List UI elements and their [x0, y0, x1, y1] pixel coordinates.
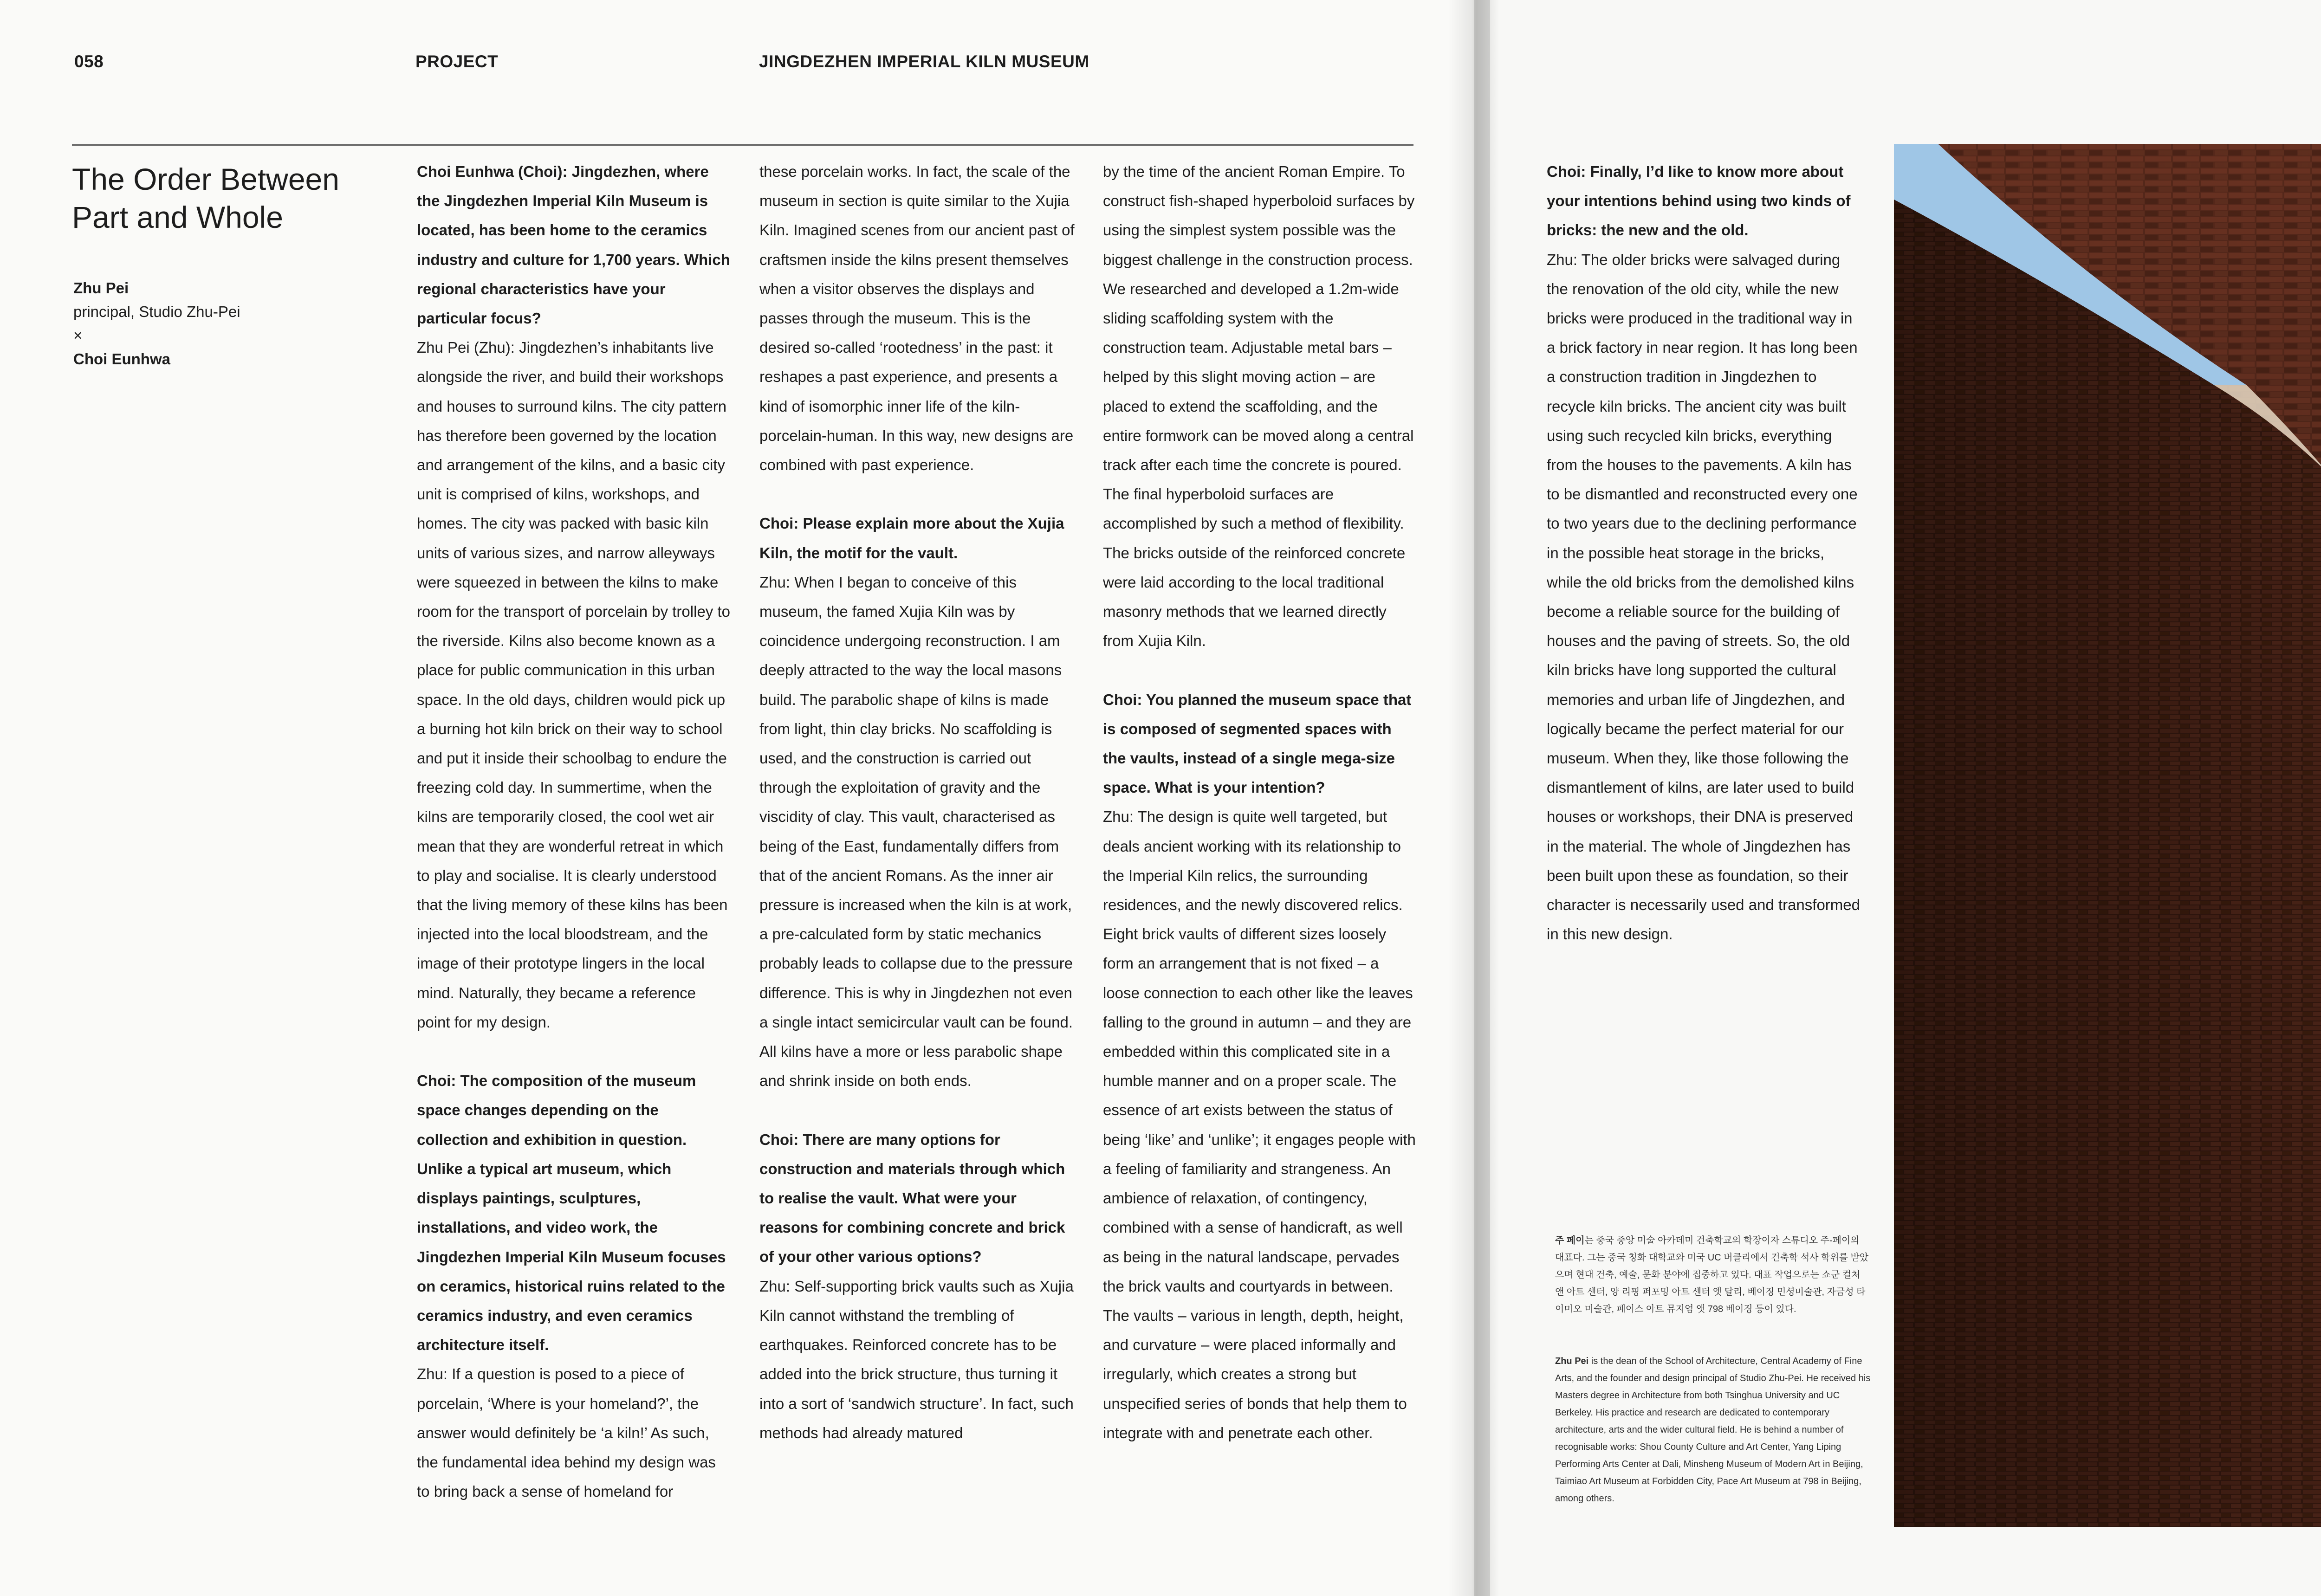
- answer-paragraph: Zhu: The design is quite well targeted, but deals ancient working with its relationship to the Imperial Kiln relics, the surrounding residences, and the newly discovered relics. Eight brick vaults of different sizes loosely form an arrangement that is not fixed – a loose connection to each other like the leaves falling to the ground in autumn – and they are embedded within this complicated site in a humble manner and on a proper scale. The essence of art exists between the status of being ‘like’ and ‘unlike’; it engages people with a feeling of familiarity and strangeness. An ambience of relaxation, of contingency, combined with a sense of handicraft, as well as being in the natural landscape, pervades the brick vaults and courtyards in between. The vaults – various in length, depth, height, and curvature – were placed informally and irregularly, which creates a strong but unspecified series of bonds that help them to integrate with and penetrate each other.: [1103, 808, 1416, 1441]
- question-paragraph: Choi Eunhwa (Choi): Jingdezhen, where the Jingdezhen Imperial Kiln Museum is located, has been home to the ceramics industry and culture for 1,700 years. Which regional characteristics have your particular focus?: [417, 163, 730, 327]
- question-paragraph: Choi: There are many options for construction and materials through which to realise the vault. What were your reasons for combining concrete and brick of your other various options?: [759, 1131, 1065, 1266]
- bio-korean: [1555, 1232, 1871, 1318]
- text-column-4: [1547, 157, 1862, 949]
- bio-english-name: Zhu Pei: [1555, 1356, 1589, 1366]
- section-label: PROJECT: [415, 52, 499, 71]
- author-role: principal, Studio Zhu-Pei: [73, 303, 240, 320]
- page-number-left: 058: [74, 52, 104, 71]
- question-paragraph: Choi: Finally, I’d like to know more about your intentions behind using two kinds of bricks: the new and the old.: [1547, 163, 1851, 239]
- bio-english: [1555, 1353, 1871, 1507]
- text-column-2: [759, 157, 1075, 1447]
- bio-english-text: is the dean of the School of Architecture, Central Academy of Fine Arts, and the founder and design principal of Studio Zhu-Pei. He received his Masters degree in Architecture from both Tsinghua University and UC Berkeley. His practice and research are dedicated to contemporary architecture, arts and the wider cultural field. He is behind a number of recognisable works: Shou County Culture and Art Center, Yang Liping Performing Arts Center at Dali, Minsheng Museum of Modern Art in Beijing, Taimiao Art Museum at Forbidden City, Pace Art Museum at 798 in Beijing, among others.: [1555, 1356, 1871, 1504]
- answer-paragraph: Zhu: If a question is posed to a piece of porcelain, ‘Where is your homeland?’, the answer would definitely be ‘a kiln!’ As such, the fundamental idea behind my design was to bring back a sense of homeland for: [417, 1365, 716, 1500]
- answer-paragraph: by the time of the ancient Roman Empire. To construct fish-shaped hyperboloid surfaces by using the simplest system possible was the biggest challenge in the construction process. We researched and developed a 1.2m-wide sliding scaffolding system with the construction team. Adjustable metal bars – helped by this slight moving action – are placed to extend the scaffolding, and the entire formwork can be moved along a central track after each time the concrete is poured. The final hyperboloid surfaces are accomplished by such a method of flexibility. The bricks outside of the reinforced concrete were laid according to the local traditional masonry methods that we learned directly from Xujia Kiln.: [1103, 163, 1415, 650]
- title-line-2: Part and Whole: [72, 200, 283, 234]
- text-column-3: [1103, 157, 1419, 1447]
- author-name: Zhu Pei: [73, 279, 129, 297]
- answer-paragraph: Zhu: Self-supporting brick vaults such as Xujia Kiln cannot withstand the trembling of earthquakes. Reinforced concrete has to be added into the brick structure, thus turning it into a sort of ‘sandwich structure’. In fact, such methods had already matured: [759, 1277, 1074, 1441]
- byline: [73, 276, 370, 371]
- top-rule: [72, 144, 1413, 146]
- brick-vault-photo: [1894, 144, 2321, 1527]
- cross-sign: ×: [73, 327, 83, 344]
- answer-paragraph: these porcelain works. In fact, the scale of the museum in section is quite similar to the Xujia Kiln. Imagined scenes from our ancient past of craftsmen inside the kilns present themselves when a visitor observes the displays and passes through the museum. This is the desired so-called ‘rootedness’ in the past: it reshapes a past experience, and presents a kind of isomorphic inner life of the kiln-porcelain-human. In this way, new designs are combined with past experience.: [759, 163, 1075, 474]
- question-paragraph: Choi: The composition of the museum space changes depending on the collection and exhibition in question. Unlike a typical art museum, which displays paintings, sculptures, installations, and video work, the Jingdezhen Imperial Kiln Museum focuses on ceramics, historical ruins related to the ceramics industry, and even ceramics architecture itself.: [417, 1072, 726, 1354]
- answer-paragraph: Zhu: When I began to conceive of this museum, the famed Xujia Kiln was by coincidence undergoing reconstruction. I am deeply attracted to the way the local masons build. The parabolic shape of kilns is made from light, thin clay bricks. No scaffolding is used, and the construction is carried out through the exploitation of gravity and the viscidity of clay. This vault, characterised as being of the East, fundamentally differs from that of the ancient Romans. As the inner air pressure is increased when the kiln is at work, a pre-calculated form by static mechanics probably leads to collapse due to the pressure difference. This is why in Jingdezhen not even a single intact semicircular vault can be found. All kilns have a more or less parabolic shape and shrink inside on both ends.: [759, 573, 1073, 1090]
- text-column-1: [417, 157, 733, 1506]
- question-paragraph: Choi: You planned the museum space that is composed of segmented spaces with the vaults, instead of a single mega-size space. What is your intention?: [1103, 691, 1412, 796]
- question-paragraph: Choi: Please explain more about the Xujia Kiln, the motif for the vault.: [759, 515, 1064, 562]
- answer-paragraph: Zhu Pei (Zhu): Jingdezhen’s inhabitants live alongside the river, and build their workshops and houses to surround kilns. The city pattern has therefore been governed by the location and arrangement of the kilns, and a basic city unit is comprised of kilns, workshops, and homes. The city was packed with basic kiln units of various sizes, and narrow alleyways were squeezed in between the kilns to make room for the transport of porcelain by trolley to the riverside. Kilns also become known as a place for public communication in this urban space. In the old days, children would pick up a burning hot kiln brick on their way to school and put it inside their schoolbag to endure the freezing cold day. In summertime, when the kilns are temporarily closed, the cool wet air mean that they are wonderful retreat in which to play and socialise. It is clearly understood that the living memory of these kilns has been injected into the local bloodstream, and the image of their prototype lingers in the local mind. Naturally, they became a reference point for my design.: [417, 339, 730, 1031]
- bio-korean-text: 는 중국 중앙 미술 아카데미 건축학교의 학장이자 스튜디오 주-페이의 대표다. 그는 중국 칭화 대학교와 미국 UC 버클리에서 건축학 석사 학위를 받았으며 현대 건축, 예술, 문화 분야에 집중하고 있다. 대표 작업으로는 쇼군 컬처 앤 아트 센터, 양 리핑 퍼포밍 아트 센터 앳 달리, 베이징 민셩미술관, 자금성 타이미오 미술관, 페이스 아트 뮤지엄 앳 798 베이징 등이 있다.: [1555, 1235, 1869, 1314]
- title-line-1: The Order Between: [72, 162, 339, 196]
- running-title: JINGDEZHEN IMPERIAL KILN MUSEUM: [759, 52, 1089, 71]
- article-title: [72, 160, 369, 236]
- interviewer-name: Choi Eunhwa: [73, 350, 170, 368]
- bio-korean-name: 주 페이: [1555, 1235, 1585, 1246]
- answer-paragraph: Zhu: The older bricks were salvaged during the renovation of the old city, while the new bricks were produced in the traditional way in a brick factory in near region. It has long been a construction tradition in Jingdezhen to recycle kiln bricks. The ancient city was built using such recycled kiln bricks, everything from the houses to the pavements. A kiln has to be dismantled and reconstructed every one to two years due to the declining performance in the possible heat storage in the bricks, while the old bricks from the demolished kilns become a reliable source for the building of houses and the paving of streets. So, the old kiln bricks have long supported the cultural memories and urban life of Jingdezhen, and logically became the perfect material for our museum. When they, like those following the dismantlement of kilns, are later used to build houses or workshops, their DNA is preserved in the material. The whole of Jingdezhen has been built upon these as foundation, so their character is necessarily used and transformed in this new design.: [1547, 251, 1860, 943]
